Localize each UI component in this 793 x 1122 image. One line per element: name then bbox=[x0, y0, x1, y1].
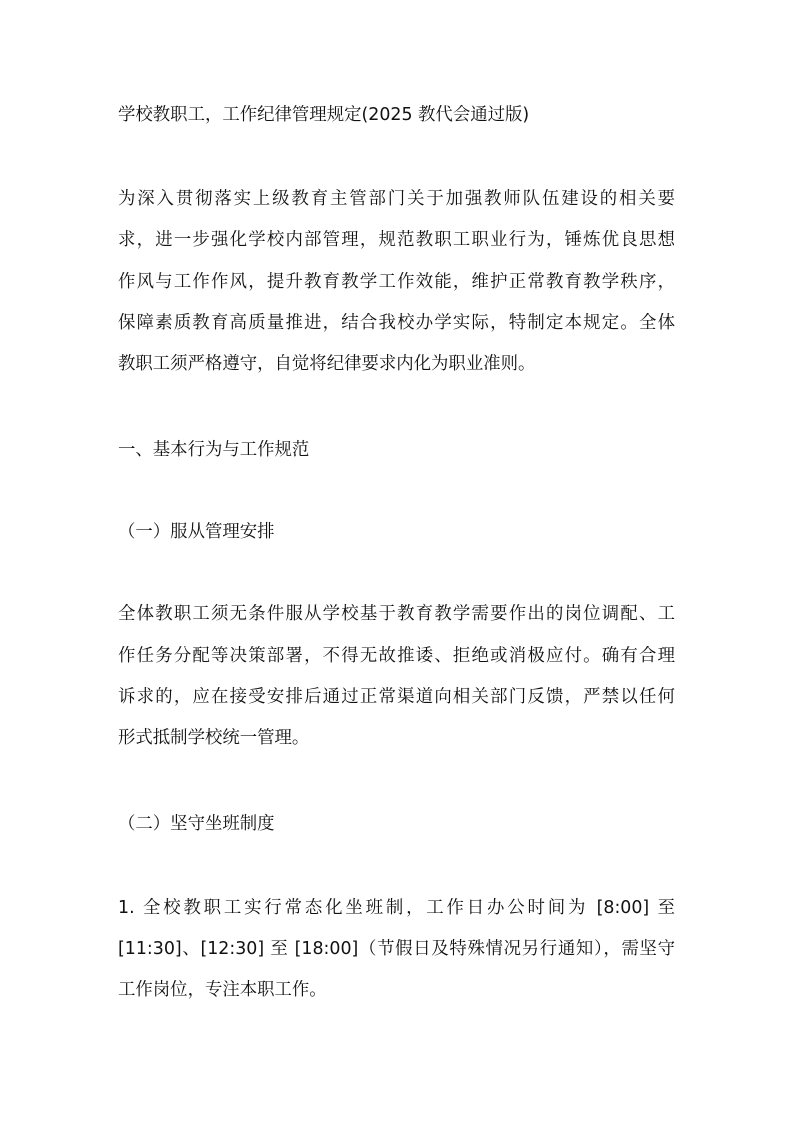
document-title: 学校教职工，工作纪律管理规定(2025 教代会通过版) bbox=[118, 105, 530, 125]
paragraph-line: 工作岗位，专注本职工作。 bbox=[118, 980, 327, 1000]
paragraph-line: 1. 全校教职工实行常态化坐班制，工作日办公时间为 [8:00] 至 bbox=[118, 898, 675, 918]
paragraph-line: 教职工须严格遵守，自觉将纪律要求内化为职业准则。 bbox=[118, 354, 536, 374]
paragraph-line: 求，进一步强化学校内部管理，规范教职工职业行为，锤炼优良思想 bbox=[118, 230, 675, 250]
subsection-heading: （一）服从管理安排 bbox=[118, 522, 275, 542]
subsection-heading: （二）坚守坐班制度 bbox=[118, 814, 275, 834]
paragraph-line: 全体教职工须无条件服从学校基于教育教学需要作出的岗位调配、工 bbox=[118, 604, 675, 624]
paragraph-line: 作风与工作作风，提升教育教学工作效能，维护正常教育教学秩序， bbox=[118, 272, 675, 292]
section-heading: 一、基本行为与工作规范 bbox=[118, 440, 310, 460]
paragraph-line: 保障素质教育高质量推进，结合我校办学实际，特制定本规定。全体 bbox=[118, 313, 675, 333]
paragraph-line: 作任务分配等决策部署，不得无故推诿、拒绝或消极应付。确有合理 bbox=[118, 646, 675, 666]
paragraph-line: 为深入贯彻落实上级教育主管部门关于加强教师队伍建设的相关要 bbox=[118, 189, 675, 209]
paragraph-line: [11:30]、[12:30] 至 [18:00]（节假日及特殊情况另行通知），需坚守 bbox=[118, 939, 675, 959]
paragraph-line: 形式抵制学校统一管理。 bbox=[118, 728, 310, 748]
paragraph-line: 诉求的，应在接受安排后通过正常渠道向相关部门反馈，严禁以任何 bbox=[118, 687, 675, 707]
